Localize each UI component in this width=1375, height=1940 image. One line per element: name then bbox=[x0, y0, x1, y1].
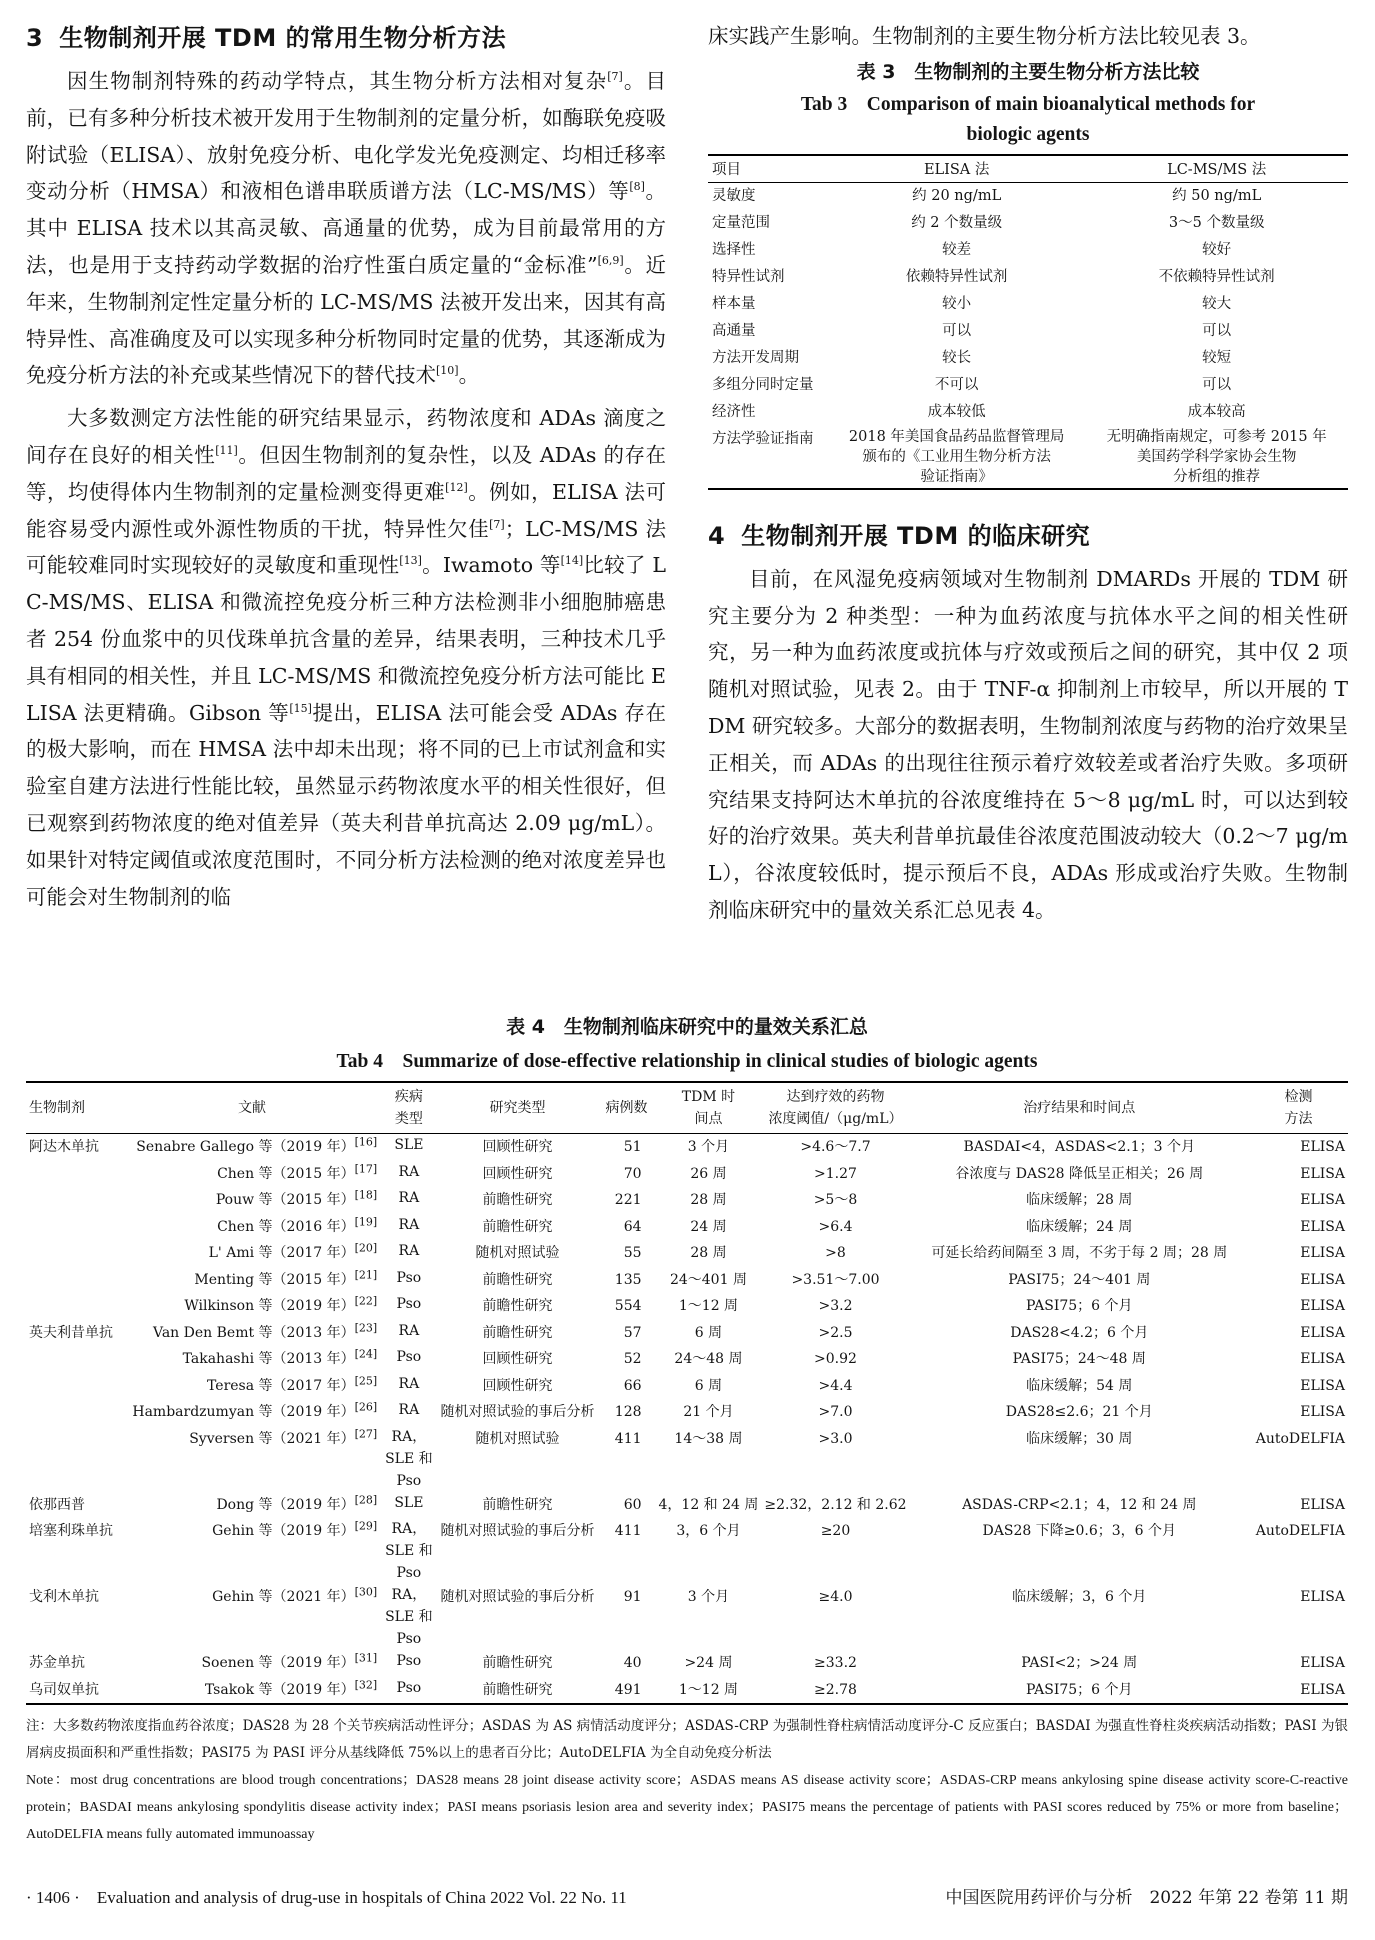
table-3-cell: 较好 bbox=[1202, 241, 1232, 258]
table-4-cell-method: ELISA bbox=[1300, 1192, 1345, 1208]
table-4-cell-n: 411 bbox=[614, 1430, 642, 1447]
table-4-cell-outcome: PASI75；6 个月 bbox=[1026, 1681, 1133, 1698]
table-4-cell-method: ELISA bbox=[1300, 1271, 1345, 1288]
table-4-cell-threshold: ≥20 bbox=[820, 1523, 851, 1539]
table-4-cell-n: 40 bbox=[623, 1655, 642, 1671]
table-4-cell-type: 前瞻性研究 bbox=[482, 1655, 553, 1671]
table-4-cell-threshold: >0.92 bbox=[814, 1351, 857, 1367]
table-4-header-disease: 疾病 类型 bbox=[380, 1082, 437, 1134]
table-4-cell-n: 64 bbox=[623, 1218, 642, 1235]
table-4-cell-outcome: PASI75；6 个月 bbox=[1026, 1298, 1133, 1314]
table-4-cell-agent bbox=[26, 1293, 124, 1320]
table-4-cell-disease: Pso bbox=[396, 1679, 422, 1696]
table-4-row bbox=[26, 1518, 1348, 1584]
table-4-cell-outcome: 临床缓解；3，6 个月 bbox=[1012, 1589, 1147, 1605]
table-4-cell-n: 70 bbox=[623, 1165, 642, 1182]
table-4-header-row bbox=[26, 1082, 1348, 1134]
table-4-cell-threshold: ≥2.78 bbox=[814, 1681, 857, 1698]
table-4-cell-ref: Senabre Gallego 等（2019 年）[16] bbox=[136, 1135, 378, 1155]
table-4-cell-threshold: >7.0 bbox=[818, 1404, 853, 1420]
table-4-cell-outcome: 可延长给药间隔至 3 周，不劣于每 2 周；28 周 bbox=[931, 1245, 1228, 1261]
table-4-header-type: 研究类型 bbox=[438, 1082, 598, 1134]
table-4-row bbox=[26, 1492, 1348, 1519]
table-4-cell-ref: Wilkinson 等（2019 年）[22] bbox=[184, 1294, 378, 1314]
table-4-cell-type: 回顾性研究 bbox=[482, 1377, 553, 1394]
table-4-cell-ref: Pouw 等（2015 年）[18] bbox=[215, 1188, 378, 1208]
table-4-cell-tdm: 6 周 bbox=[694, 1377, 723, 1394]
table-3-cell: 可以 bbox=[942, 322, 972, 339]
table-4-row bbox=[26, 1399, 1348, 1426]
table-4-cell-disease: RA bbox=[398, 1190, 420, 1206]
table-4-cell-threshold: >4.6～7.7 bbox=[800, 1139, 871, 1155]
table-4-cell-ref: Soenen 等（2019 年）[31] bbox=[201, 1651, 378, 1671]
table-4-header-n: 病例数 bbox=[598, 1082, 656, 1134]
table-4-cell-n: 554 bbox=[614, 1298, 642, 1314]
table-4-cell-type: 回顾性研究 bbox=[482, 1351, 553, 1367]
table-4-cell-method: ELISA bbox=[1300, 1404, 1345, 1420]
table-4-cell-type: 前瞻性研究 bbox=[482, 1298, 553, 1314]
table-4-cell-threshold: ≥2.32，2.12 和 2.62 bbox=[764, 1496, 907, 1513]
table-4-cell-method: ELISA bbox=[1300, 1298, 1345, 1314]
table-4-cell-disease: RA，SLE 和 Pso bbox=[385, 1521, 433, 1581]
table-3-cell: 较大 bbox=[1202, 295, 1232, 312]
table-4-cell-tdm: 28 周 bbox=[690, 1245, 727, 1261]
footer-right: 中国医院用药评价与分析 2022 年第 22 卷第 11 期 bbox=[945, 1888, 1348, 1908]
table-3-row bbox=[708, 210, 1348, 237]
section-3-paragraph-3: 床实践产生影响。生物制剂的主要生物分析方法比较见表 3。 bbox=[708, 24, 1261, 48]
table-4-cell-agent: 培塞利珠单抗 bbox=[29, 1523, 113, 1539]
table-4-cell-disease: Pso bbox=[396, 1653, 422, 1669]
section-4-paragraph-1: 目前，在风湿免疫病领域对生物制剂 DMARDs 开展的 TDM 研究主要分为 2 种类型：一种为血药浓度与抗体水平之间的相关性研究，另一种为血药浓度或抗体与疗效或预后之间的研究，其中仅 2 项随机对照试验，见表 2。由于 TNF-α 抑制剂上市较早，所以开展的 TDM 研究较多。大部分的数据表明，生物制剂浓度与药物的治疗效果呈正相关，而 ADAs 的出现往往预示着疗效较差或者治疗失败。多项研究结果支持阿达木单抗的谷浓度维持在 5～8 μg/mL 时，可以达到较好的治疗效果。英夫利昔单抗最佳谷浓度范围波动较大（0.2～7 μg/mL），谷浓度较低时，提示预后不良，ADAs 形成或治疗失败。生物制剂临床研究中的量效关系汇总见表 4。 bbox=[708, 566, 1348, 922]
table-4-header-threshold: 达到疗效的药物 浓度阈值/（μg/mL） bbox=[761, 1082, 909, 1134]
table-4-cell-disease: Pso bbox=[396, 1269, 422, 1286]
table-4-cell-tdm: 4，12 和 24 周 bbox=[658, 1496, 759, 1513]
table-4-cell-type: 随机对照试验的事后分析 bbox=[440, 1404, 595, 1420]
table-3-cell: 选择性 bbox=[712, 241, 756, 258]
table-4-row bbox=[26, 1346, 1348, 1373]
table-4-cell-method: ELISA bbox=[1300, 1589, 1345, 1605]
table-4-cell-agent bbox=[26, 1240, 124, 1267]
table-4-note-cn: 注：大多数药物浓度指血药谷浓度；DAS28 为 28 个关节疾病活动性评分；ASDAS 为 AS 病情活动度评分；ASDAS-CRP 为强制性脊柱病情活动度评分-C 反应蛋白；BASDAI 为强直性脊柱炎疾病活动指数；PASI 为银屑病皮损面积和严重性指数；PASI75 为 PASI 评分从基线降低 75%以上的患者百分比；AutoDELFIA 为全自动免疫分析法 bbox=[26, 1718, 1348, 1761]
table-4-note-en: Note：most drug concentrations are blood trough concentrations；DAS28 means 28 joint disease activity score；ASDAS means AS disease activity score；ASDAS-CRP means ankylosing spine disease activity score-C-reactive protein；BASDAI means ankylosing spondylitis disease activity index；PASI means psoriasis lesion area and severity index；PASI75 means the percentage of patients with PASI scores reduced by 75% or more from baseline；AutoDELFIA means fully automated immunoassay bbox=[26, 1773, 1348, 1842]
table-4-cell-agent: 戈利木单抗 bbox=[29, 1589, 99, 1605]
table-4-cell-type: 回顾性研究 bbox=[482, 1165, 553, 1182]
table-4-cell-outcome: PASI75；24～48 周 bbox=[1012, 1351, 1146, 1367]
table-3-cell: 成本较高 bbox=[1187, 403, 1246, 420]
table-4-cell-tdm: 21 个月 bbox=[683, 1404, 734, 1420]
section-3-paragraph-2: 大多数测定方法性能的研究结果显示，药物浓度和 ADAs 滴度之间存在良好的相关性[11]。但因生物制剂的复杂性，以及 ADAs 的存在等，均使得体内生物制剂的定量检测变得更难[12]。例如，ELISA 法可能容易受内源性或外源性物质的干扰，特异性欠佳[7]；LC-MS/MS 法可能较难同时实现较好的灵敏度和重现性[13]。Iwamoto 等[14]比较了 LC-MS/MS、ELISA 和微流控免疫分析三种方法检测非小细胞肺癌患者 254 份血浆中的贝伐珠单抗含量的差异，结果表明，三种技术几乎具有相同的相关性，并且 LC-MS/MS 和微流控免疫分析方法可能比 ELISA 法更精确。Gibson 等[15]提出，ELISA 法可能会受 ADAs 存在的极大影响，而在 HMSA 法中却未出现；将不同的已上市试剂盒和实验室自建方法进行性能比较，虽然显示药物浓度水平的相关性很好，但已观察到药物浓度的绝对值差异（英夫利昔单抗高达 2.09 μg/mL）。如果针对特定阈值或浓度范围时，不同分析方法检测的绝对浓度差异也可能会对生物制剂的临 bbox=[26, 406, 667, 909]
table-4-cell-method: ELISA bbox=[1300, 1496, 1345, 1513]
table-4-cell-threshold: ≥33.2 bbox=[814, 1655, 857, 1671]
table-3-cell: 约 20 ng/mL bbox=[912, 187, 1002, 204]
table-4-cell-method: AutoDELFIA bbox=[1255, 1430, 1345, 1447]
table-4-cell-threshold: >3.2 bbox=[818, 1298, 853, 1314]
table-4-cell-n: 52 bbox=[623, 1351, 642, 1367]
table-3-cell: 不可以 bbox=[934, 376, 979, 393]
table-4-cell-outcome: DAS28 下降≥0.6；3，6 个月 bbox=[982, 1523, 1176, 1539]
table-4-cell-tdm: 3 个月 bbox=[687, 1589, 730, 1605]
table-4-row bbox=[26, 1161, 1348, 1188]
table-4-cell-agent bbox=[26, 1346, 124, 1373]
table-4-cell-outcome: ASDAS-CRP<2.1；4，12 和 24 周 bbox=[962, 1496, 1197, 1513]
table-4-cell-ref: Tsakok 等（2019 年）[32] bbox=[204, 1677, 378, 1698]
table-4-cell-disease: RA bbox=[398, 1402, 420, 1418]
table-4-cell-disease: RA，SLE 和 Pso bbox=[385, 1428, 433, 1489]
table-4-cell-n: 66 bbox=[623, 1377, 642, 1394]
table-4-cell-threshold: >5～8 bbox=[813, 1192, 858, 1208]
table-4-cell-method: AutoDELFIA bbox=[1255, 1523, 1345, 1539]
footer-left: · 1406 · Evaluation and analysis of drug-use in hospitals of China 2022 Vol. 22 No. 11 bbox=[26, 1888, 627, 1907]
table-4-row bbox=[26, 1293, 1348, 1320]
table-3-cell: 定量范围 bbox=[712, 214, 770, 231]
table-4 bbox=[26, 1081, 1348, 1705]
table-4-cell-method: ELISA bbox=[1300, 1165, 1345, 1182]
table-3-cell: 较短 bbox=[1202, 349, 1232, 366]
table-4-cell-ref: Chen 等（2016 年）[19] bbox=[217, 1214, 378, 1235]
table-4-row bbox=[26, 1267, 1348, 1294]
table-3-cell: 高通量 bbox=[712, 322, 756, 339]
table-3-header-row bbox=[708, 155, 1348, 183]
table-4-cell-type: 随机对照试验 bbox=[475, 1430, 560, 1447]
table-4-cell-n: 60 bbox=[623, 1496, 642, 1513]
table-4-cell-method: ELISA bbox=[1300, 1655, 1345, 1671]
table-4-cell-ref: Dong 等（2019 年）[28] bbox=[216, 1492, 378, 1513]
table-4-cell-threshold: >6.4 bbox=[818, 1218, 853, 1235]
table-4-cell-disease: Pso bbox=[396, 1349, 422, 1365]
table-4-cell-threshold: >1.27 bbox=[814, 1165, 857, 1182]
table-3-cell: 样本量 bbox=[712, 295, 756, 312]
table-4-cell-agent bbox=[26, 1373, 124, 1400]
table-4-cell-agent: 乌司奴单抗 bbox=[29, 1681, 99, 1698]
table-4-cell-tdm: 3，6 个月 bbox=[676, 1523, 741, 1539]
table-4-cell-outcome: PASI75；24～401 周 bbox=[1008, 1271, 1151, 1288]
table-4-header-ref: 文献 bbox=[124, 1082, 380, 1134]
table-4-cell-agent bbox=[26, 1426, 124, 1492]
table-3-cell: 较小 bbox=[942, 295, 972, 312]
table-4-cell-type: 回顾性研究 bbox=[482, 1139, 553, 1155]
table-4-cell-disease: SLE bbox=[394, 1137, 424, 1153]
table-4-cell-ref: Menting 等（2015 年）[21] bbox=[194, 1267, 378, 1288]
table-4-cell-ref: Syversen 等（2021 年）[27] bbox=[189, 1426, 378, 1447]
table-4-cell-threshold: >8 bbox=[825, 1245, 846, 1261]
table-4-cell-ref: Gehin 等（2019 年）[29] bbox=[212, 1519, 378, 1539]
table-4-cell-outcome: 谷浓度与 DAS28 降低呈正相关；26 周 bbox=[955, 1165, 1204, 1182]
table-4-cell-method: ELISA bbox=[1300, 1218, 1345, 1235]
table-4-cell-n: 57 bbox=[623, 1324, 642, 1341]
table-4-cell-type: 前瞻性研究 bbox=[482, 1681, 553, 1698]
table-4-header-outcome: 治疗结果和时间点 bbox=[910, 1082, 1249, 1134]
table-4-block bbox=[26, 1012, 1348, 1848]
table-4-cell-outcome: BASDAI<4，ASDAS<2.1；3 个月 bbox=[963, 1139, 1196, 1155]
table-4-row bbox=[26, 1320, 1348, 1347]
table-4-row bbox=[26, 1677, 1348, 1705]
table-4-cell-tdm: 3 个月 bbox=[687, 1139, 730, 1155]
table-4-cell-threshold: >4.4 bbox=[818, 1377, 853, 1394]
table-4-cell-tdm: >24 周 bbox=[684, 1655, 733, 1671]
table-4-cell-tdm: 24 周 bbox=[690, 1218, 727, 1235]
table-3-row bbox=[708, 237, 1348, 264]
table-3-cell: 较长 bbox=[942, 349, 972, 366]
table-4-cell-tdm: 26 周 bbox=[690, 1165, 727, 1182]
table-4-cell-n: 51 bbox=[623, 1139, 642, 1155]
table-4-cell-ref: Van Den Bemt 等（2013 年）[23] bbox=[153, 1320, 378, 1341]
section-3-heading: 3 生物制剂开展 TDM 的常用生物分析方法 bbox=[26, 24, 507, 52]
table-4-cell-outcome: DAS28<4.2；6 个月 bbox=[1010, 1324, 1149, 1341]
table-4-cell-outcome: PASI<2；>24 周 bbox=[1021, 1655, 1138, 1671]
table-4-cell-threshold: >2.5 bbox=[818, 1324, 853, 1341]
table-4-cell-ref: Takahashi 等（2013 年）[24] bbox=[182, 1347, 378, 1367]
table-4-cell-threshold: >3.51～7.00 bbox=[791, 1271, 880, 1288]
table-3-row bbox=[708, 264, 1348, 291]
table-4-caption-en: Tab 4 Summarize of dose-effective relationship in clinical studies of biologic agents bbox=[336, 1051, 1038, 1072]
table-3-header-cell: LC-MS/MS 法 bbox=[1085, 155, 1348, 183]
table-3-cell: 方法学验证指南 bbox=[712, 430, 814, 447]
table-3-row bbox=[708, 182, 1348, 210]
table-4-row bbox=[26, 1373, 1348, 1400]
table-3-cell: 依赖特异性试剂 bbox=[905, 268, 1008, 285]
table-3-cell: 特异性试剂 bbox=[712, 268, 785, 285]
table-4-cell-agent bbox=[26, 1187, 124, 1214]
section-3-paragraph-1: 因生物制剂特殊的药动学特点，其生物分析方法相对复杂[7]。目前，已有多种分析技术被开发用于生物制剂的定量分析，如酶联免疫吸附试验（ELISA）、放射免疫分析、电化学发光免疫测定、均相迁移率变动分析（HMSA）和液相色谱串联质谱方法（LC-MS/MS）等[8]。其中 ELISA 技术以其高灵敏、高通量的优势，成为目前最常用的方法，也是用于支持药动学数据的治疗性蛋白质定量的“金标准”[6,9]。近年来，生物制剂定性定量分析的 LC-MS/MS 法被开发出来，因其有高特异性、高准确度及可以实现多种分析物同时定量的优势，其逐渐成为免疫分析方法的补充或某些情况下的替代技术[10]。 bbox=[26, 69, 667, 388]
table-4-cell-method: ELISA bbox=[1300, 1351, 1345, 1367]
table-3-row bbox=[708, 345, 1348, 372]
table-4-cell-n: 91 bbox=[623, 1589, 642, 1605]
table-4-cell-n: 491 bbox=[614, 1681, 642, 1698]
table-4-cell-n: 221 bbox=[614, 1192, 642, 1208]
table-4-cell-n: 411 bbox=[614, 1523, 642, 1539]
table-4-cell-tdm: 24～48 周 bbox=[674, 1351, 743, 1367]
table-4-cell-disease: Pso bbox=[396, 1296, 422, 1312]
table-4-cell-method: ELISA bbox=[1300, 1245, 1345, 1261]
table-4-row bbox=[26, 1650, 1348, 1677]
table-3-row bbox=[708, 399, 1348, 426]
table-4-cell-agent bbox=[26, 1214, 124, 1241]
table-3-cell: 2018 年美国食品药品监督管理局 颁布的《工业用生物分析方法 验证指南》 bbox=[848, 428, 1065, 485]
table-4-cell-type: 随机对照试验的事后分析 bbox=[440, 1589, 595, 1605]
table-4-cell-agent: 依那西普 bbox=[29, 1496, 85, 1513]
table-4-cell-ref: Chen 等（2015 年）[17] bbox=[217, 1161, 378, 1182]
table-4-cell-method: ELISA bbox=[1300, 1139, 1345, 1155]
table-4-cell-outcome: 临床缓解；24 周 bbox=[1026, 1218, 1133, 1235]
table-3-row bbox=[708, 318, 1348, 345]
table-4-cell-tdm: 14～38 周 bbox=[674, 1430, 743, 1447]
table-4-cell-type: 前瞻性研究 bbox=[482, 1496, 553, 1513]
table-3-cell: 3～5 个数量级 bbox=[1168, 214, 1265, 231]
table-3-row bbox=[708, 426, 1348, 489]
table-4-row bbox=[26, 1240, 1348, 1267]
table-4-cell-agent bbox=[26, 1267, 124, 1294]
table-4-cell-agent bbox=[26, 1399, 124, 1426]
table-4-caption-cn: 表 4 生物制剂临床研究中的量效关系汇总 bbox=[506, 1016, 868, 1038]
table-4-cell-threshold: >3.0 bbox=[818, 1430, 853, 1447]
table-3-cell: 约 2 个数量级 bbox=[911, 214, 1003, 231]
table-4-cell-disease: RA bbox=[398, 1375, 420, 1392]
table-4-cell-disease: RA bbox=[398, 1163, 420, 1180]
table-4-cell-agent: 苏金单抗 bbox=[29, 1655, 85, 1671]
table-4-cell-tdm: 24～401 周 bbox=[669, 1271, 747, 1288]
table-3-row bbox=[708, 372, 1348, 399]
table-4-row bbox=[26, 1584, 1348, 1650]
table-4-cell-method: ELISA bbox=[1300, 1324, 1345, 1341]
table-4-cell-ref: Hambardzumyan 等（2019 年）[26] bbox=[132, 1400, 378, 1420]
section-4-heading: 4 生物制剂开展 TDM 的临床研究 bbox=[708, 521, 1091, 550]
table-3-cell: 较差 bbox=[942, 241, 972, 258]
table-3-caption-en: Tab 3 Comparison of main bioanalytical methods for biologic agents bbox=[800, 93, 1256, 145]
table-4-cell-type: 前瞻性研究 bbox=[482, 1324, 553, 1341]
table-4-cell-type: 前瞻性研究 bbox=[482, 1192, 553, 1208]
table-3-cell: 可以 bbox=[1202, 376, 1232, 393]
table-3-cell: 可以 bbox=[1202, 322, 1232, 339]
table-4-cell-disease: RA bbox=[398, 1243, 420, 1259]
table-4-cell-type: 随机对照试验的事后分析 bbox=[440, 1523, 595, 1539]
table-4-cell-method: ELISA bbox=[1300, 1377, 1345, 1394]
table-3-cell: 成本较低 bbox=[927, 403, 986, 420]
table-4-cell-threshold: ≥4.0 bbox=[818, 1589, 853, 1605]
table-4-header-agent: 生物制剂 bbox=[26, 1082, 124, 1134]
table-4-cell-outcome: DAS28≤2.6；21 个月 bbox=[1005, 1404, 1153, 1420]
table-4-cell-disease: RA，SLE 和 Pso bbox=[385, 1587, 433, 1647]
table-4-cell-agent: 英夫利昔单抗 bbox=[29, 1324, 113, 1341]
table-4-cell-n: 128 bbox=[614, 1404, 642, 1420]
table-4-cell-disease: RA bbox=[398, 1322, 420, 1339]
table-4-cell-n: 55 bbox=[623, 1245, 642, 1261]
table-4-cell-tdm: 28 周 bbox=[690, 1192, 727, 1208]
table-4-row bbox=[26, 1134, 1348, 1161]
table-3-header-cell: ELISA 法 bbox=[828, 155, 1085, 183]
table-4-cell-method: ELISA bbox=[1300, 1681, 1345, 1698]
table-4-cell-ref: Teresa 等（2017 年）[25] bbox=[207, 1373, 378, 1394]
table-4-cell-disease: SLE bbox=[394, 1494, 424, 1511]
table-3-cell: 灵敏度 bbox=[712, 187, 756, 204]
table-3-cell: 多组分同时定量 bbox=[712, 376, 814, 393]
table-4-row bbox=[26, 1214, 1348, 1241]
table-3-header-cell: 项目 bbox=[708, 155, 828, 183]
table-4-header-tdm: TDM 时 间点 bbox=[656, 1082, 762, 1134]
table-4-header-method: 检测 方法 bbox=[1249, 1082, 1348, 1134]
table-3-cell: 经济性 bbox=[712, 403, 756, 420]
table-4-cell-ref: Gehin 等（2021 年）[30] bbox=[212, 1585, 378, 1605]
table-4-cell-outcome: 临床缓解；28 周 bbox=[1026, 1192, 1133, 1208]
table-4-cell-type: 随机对照试验 bbox=[475, 1245, 560, 1261]
table-4-row bbox=[26, 1426, 1348, 1492]
table-3-row bbox=[708, 291, 1348, 318]
table-4-cell-outcome: 临床缓解；30 周 bbox=[1026, 1430, 1133, 1447]
right-column bbox=[708, 18, 1348, 929]
table-3-cell: 无明确指南规定，可参考 2015 年 美国药学科学家协会生物 分析组的推荐 bbox=[1106, 428, 1327, 485]
left-column bbox=[26, 18, 666, 915]
table-4-cell-ref: L' Ami 等（2017 年）[20] bbox=[208, 1241, 378, 1261]
table-4-cell-disease: RA bbox=[398, 1216, 420, 1233]
table-3-cell: 不依赖特异性试剂 bbox=[1158, 268, 1275, 285]
table-3-cell: 约 50 ng/mL bbox=[1172, 187, 1262, 204]
table-4-cell-agent: 阿达木单抗 bbox=[29, 1139, 99, 1155]
table-4-cell-agent bbox=[26, 1161, 124, 1188]
table-4-row bbox=[26, 1187, 1348, 1214]
table-4-cell-tdm: 1～12 周 bbox=[678, 1681, 739, 1698]
table-3-cell: 方法开发周期 bbox=[712, 349, 799, 366]
table-4-cell-n: 135 bbox=[614, 1271, 642, 1288]
table-4-cell-type: 前瞻性研究 bbox=[482, 1218, 553, 1235]
table-3-caption-cn: 表 3 生物制剂的主要生物分析方法比较 bbox=[856, 60, 1200, 83]
table-4-cell-tdm: 6 周 bbox=[694, 1324, 723, 1341]
table-4-cell-type: 前瞻性研究 bbox=[482, 1271, 553, 1288]
table-4-notes bbox=[26, 1713, 1348, 1848]
table-4-cell-outcome: 临床缓解；54 周 bbox=[1026, 1377, 1133, 1394]
table-4-cell-tdm: 1～12 周 bbox=[678, 1298, 739, 1314]
table-3 bbox=[708, 154, 1348, 490]
